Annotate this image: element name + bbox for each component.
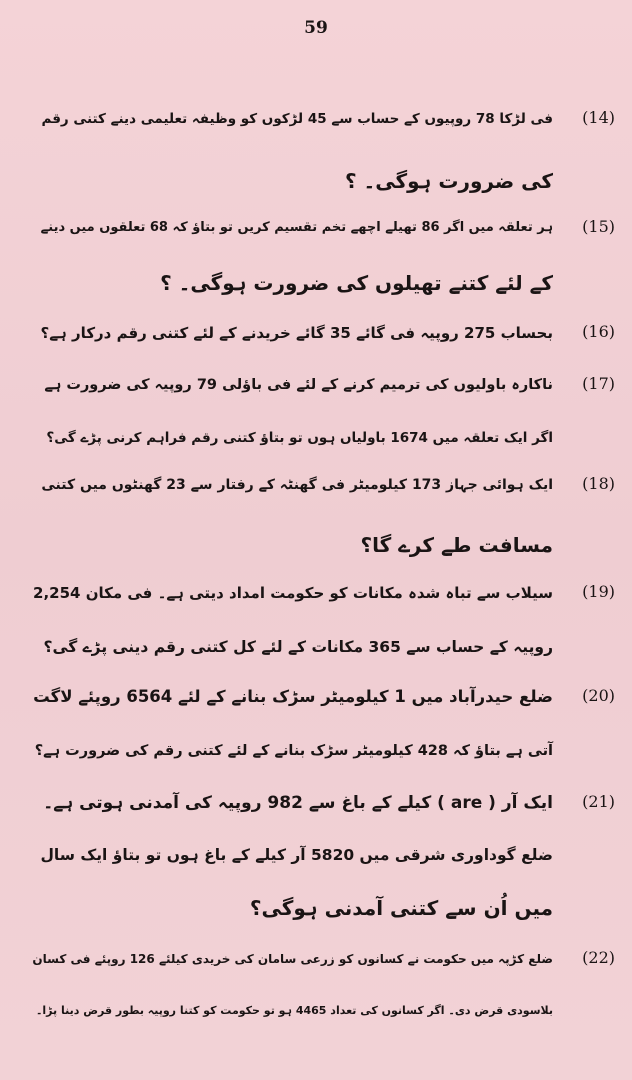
- problem-15: [30, 213, 615, 313]
- problem-line: ناکارہ باولیوں کی ترمیم کرنے کے لئے فی باؤلی 79 روپیہ کی ضرورت ہے: [44, 377, 553, 393]
- problem-number: (17): [582, 374, 615, 393]
- problem-line: ہر تعلقہ میں اگر 86 تھیلے اچھے تخم تقسیم کریں تو بتاؤ کہ 68 تعلقوں میں دینے: [40, 220, 553, 235]
- problem-line: کی ضرورت ہوگی۔ ؟: [344, 169, 553, 193]
- page-number: 59: [304, 18, 328, 38]
- problem-line: ضلع حیدرآباد میں 1 کیلومیٹر سڑک بنانے کے لئے 6564 روپئے لاگت: [33, 687, 553, 706]
- problem-17: [30, 370, 615, 465]
- problem-number: (14): [582, 108, 615, 127]
- problem-number: (15): [582, 217, 615, 236]
- problem-16: [30, 318, 615, 362]
- problem-line: کے لئے کتنے تھیلوں کی ضرورت ہوگی۔ ؟: [160, 271, 553, 295]
- problem-line: میں اُن سے کتنی آمدنی ہوگی؟: [249, 896, 553, 920]
- problem-line: روپیہ کے حساب سے 365 مکانات کے لئے کل کتنی رقم دینی پڑے گی؟: [43, 638, 553, 656]
- problem-20: [30, 682, 615, 782]
- problem-18: [30, 470, 615, 570]
- problem-22: [30, 944, 615, 1044]
- problem-line: سیلاب سے تباہ شدہ مکانات کو حکومت امداد دیتی ہے۔ فی مکان 2,254: [33, 584, 553, 602]
- problem-21: [30, 788, 615, 933]
- problem-line: مسافت طے کرے گا؟: [360, 533, 553, 557]
- problem-14: [30, 104, 615, 204]
- problem-line: اگر ایک تعلقہ میں 1674 باولیاں ہوں تو بتاؤ کتنی رقم فراہم کرنی پڑے گی؟: [46, 430, 553, 446]
- problem-line: ضلع گوداوری شرقی میں 5820 آر کیلے کے باغ ہوں تو بتاؤ ایک سال: [40, 846, 553, 864]
- problem-line: ایک ہوائی جہاز 173 کیلومیٹر فی گھنٹہ کے رفتار سے 23 گھنٹوں میں کتنی: [41, 477, 553, 493]
- problem-number: (19): [582, 582, 615, 601]
- problem-line: ایک آر ( are ) کیلے کے باغ سے 982 روپیہ کی آمدنی ہوتی ہے۔: [43, 793, 553, 813]
- problem-line: فی لڑکا 78 روپیوں کے حساب سے 45 لڑکوں کو وظیفہ تعلیمی دینے کتنی رقم: [41, 111, 553, 127]
- problem-line: ضلع کڑپہ میں حکومت نے کسانوں کو زرعی سامان کی خریدی کیلئے 126 روپئے فی کسان: [32, 952, 553, 966]
- problem-number: (16): [582, 322, 615, 341]
- problem-number: (18): [582, 474, 615, 493]
- problem-number: (20): [582, 686, 615, 705]
- problem-number: (22): [582, 948, 615, 967]
- problem-number: (21): [582, 792, 615, 811]
- problem-19: [30, 578, 615, 673]
- problem-line: بحساب 275 روپیہ فی گائے 35 گائے خریدنے کے لئے کتنی رقم درکار ہے؟: [40, 324, 553, 342]
- problem-line: بلاسودی قرض دی۔ اگر کسانوں کی تعداد 4465 ہو تو حکومت کو کتنا روپیہ بطور قرض دینا پڑا۔: [35, 1004, 553, 1017]
- problem-line: آتی ہے بتاؤ کہ 428 کیلومیٹر سڑک بنانے کے لئے کتنی رقم کی ضرورت ہے؟: [34, 743, 553, 759]
